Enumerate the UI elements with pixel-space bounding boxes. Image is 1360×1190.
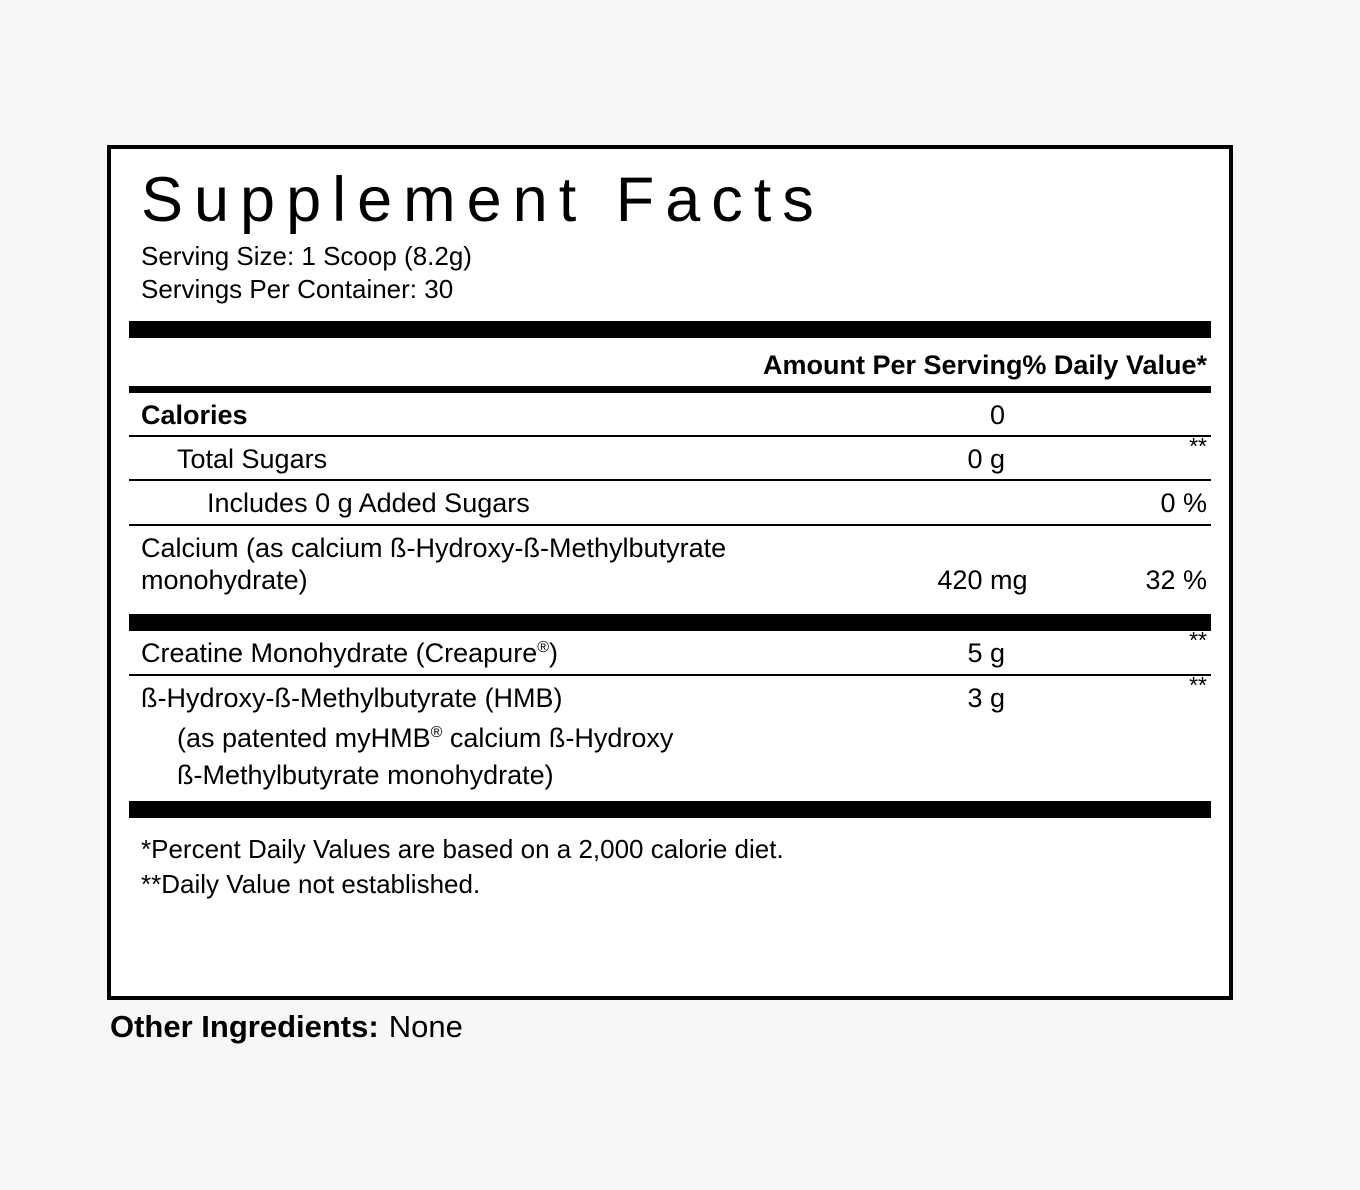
footnote-not-established: **Daily Value not established. — [141, 869, 481, 900]
divider-thick-bottom — [129, 801, 1211, 818]
row-daily-value: ** — [1189, 432, 1207, 459]
divider-under-headers — [129, 386, 1211, 393]
table-row-creatine — [129, 627, 1211, 673]
row-daily-value: ** — [1189, 627, 1207, 654]
row-label — [129, 637, 763, 673]
page-title: Supplement Facts — [141, 165, 825, 235]
hmb-sub-line-2: ß-Methylbutyrate monohydrate) — [177, 759, 554, 790]
row-label: ß-Hydroxy-ß-Methylbutyrate (HMB) — [141, 682, 563, 713]
registered-trademark-icon: ® — [430, 724, 443, 742]
row-daily-value: 0 % — [1160, 488, 1207, 519]
row-amount: 0 g — [967, 443, 1005, 474]
row-label: Includes 0 g Added Sugars — [207, 488, 530, 519]
row-amount — [763, 520, 1011, 524]
row-daily-value: 32 % — [1145, 565, 1207, 596]
footnote-daily-values: *Percent Daily Values are based on a 2,000 calorie diet. — [141, 834, 784, 865]
hmb-sub-line-1 — [177, 720, 1211, 756]
table-row-calcium — [129, 526, 1211, 601]
divider-thick-middle — [129, 614, 1211, 631]
header-daily-value: % Daily Value* — [1022, 349, 1207, 380]
hmb-sub-line-1-tail: calcium ß-Hydroxy — [442, 723, 674, 754]
row-amount: 0 — [989, 399, 1005, 430]
other-ingredients-value: None — [388, 1009, 463, 1044]
row-amount: 5 g — [967, 638, 1005, 669]
serving-info — [129, 240, 1211, 307]
row-amount: 3 g — [967, 682, 1005, 713]
table-row-hmb — [129, 671, 1211, 718]
row-daily-value — [1011, 431, 1211, 435]
other-ingredients — [110, 1008, 463, 1045]
table-row-added-sugars — [129, 481, 1211, 523]
hmb-sub-description — [129, 718, 1211, 801]
serving-size: Serving Size: 1 Scoop (8.2g) — [141, 241, 472, 271]
row-label-text-tail: ) — [549, 638, 559, 669]
hmb-sub-line-1-text: (as patented myHMB — [177, 723, 431, 754]
servings-per-container: Servings Per Container: 30 — [141, 274, 454, 305]
row-label: Calories — [141, 399, 248, 430]
row-label-text: Creatine Monohydrate (Creapure — [141, 638, 538, 669]
row-label: Total Sugars — [177, 443, 328, 474]
row-amount: 420 mg — [937, 565, 1028, 596]
table-row-total-sugars — [129, 432, 1211, 479]
row-label: Calcium (as calcium ß-Hydroxy-ß-Methylbutyrate monohydrate) — [141, 532, 727, 596]
table-row-calories — [129, 393, 1211, 435]
panel-content — [129, 161, 1211, 986]
header-amount-per-serving: Amount Per Serving — [763, 349, 1023, 380]
other-ingredients-label: Other Ingredients: — [110, 1009, 379, 1044]
row-daily-value: ** — [1189, 671, 1207, 698]
divider-thick-top — [129, 321, 1211, 338]
footnotes — [129, 818, 1211, 902]
supplement-facts-panel — [107, 145, 1233, 1000]
column-headers — [129, 338, 1211, 386]
registered-trademark-icon: ® — [537, 639, 550, 657]
